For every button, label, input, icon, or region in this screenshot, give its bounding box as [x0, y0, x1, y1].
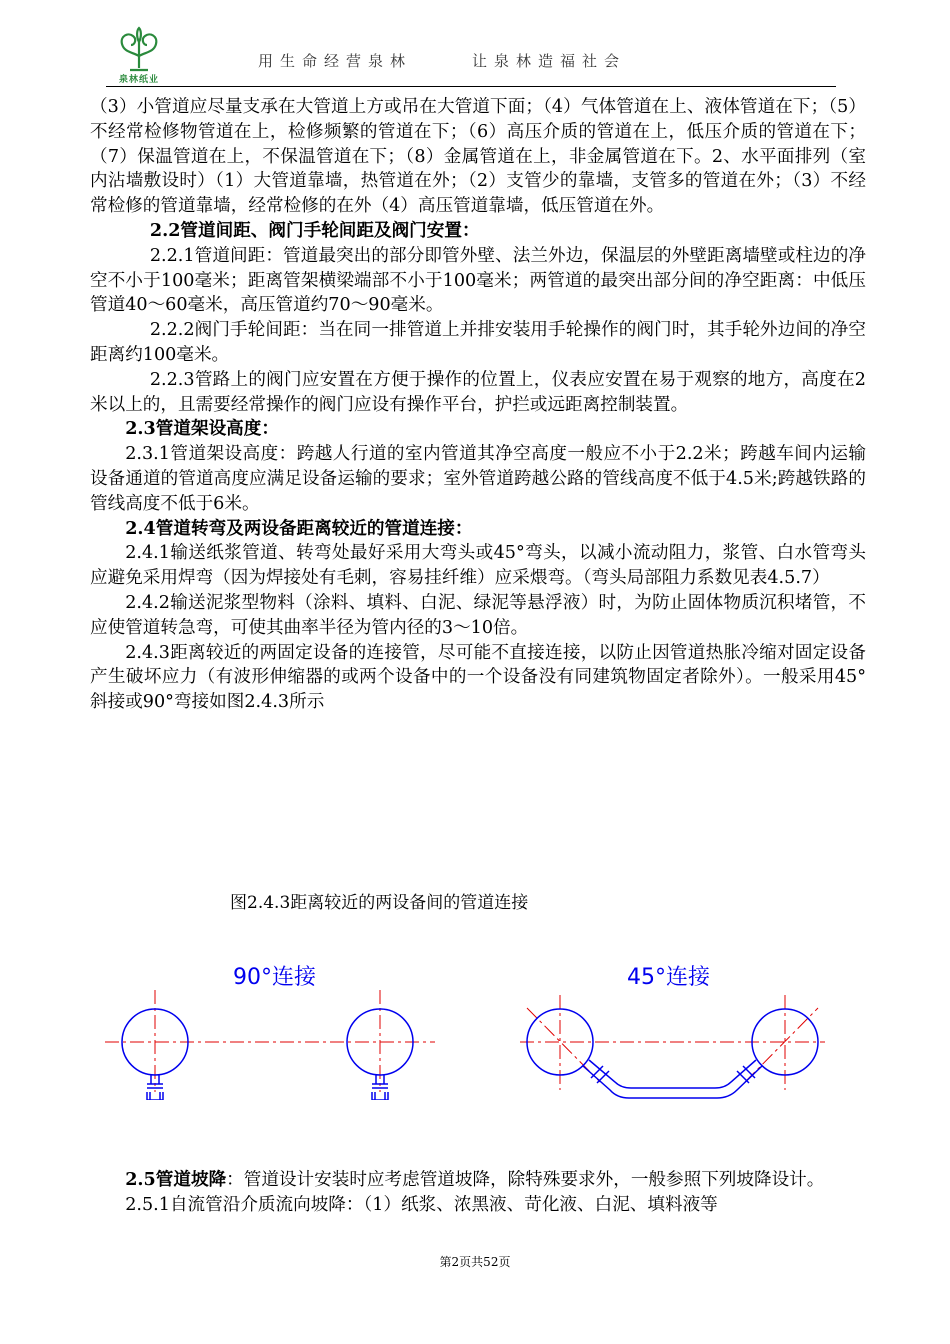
logo-text: 泉林纸业	[118, 75, 159, 85]
label-45-connection: 45°连接	[627, 965, 710, 990]
document-body	[90, 95, 866, 715]
label-90-connection: 90°连接	[233, 965, 316, 990]
paragraph-2-4-2: 2.4.2输送泥浆型物料（涂料、填料、白泥、绿泥等悬浮液）时，为防止固体物质沉积堵管，不应使管道转急弯，可使其曲率半径为管内径的3～10倍。	[90, 592, 866, 638]
section-heading-2-3: 2.3管道架设高度：	[125, 418, 279, 440]
diagram-90-connection	[105, 965, 435, 1100]
paragraph-2-5-intro: ：管道设计安装时应考虑管道坡降，除特殊要求外，一般参照下列坡降设计。	[226, 1170, 825, 1190]
paragraph-2-4-1: 2.4.1输送纸浆管道、转弯处最好采用大弯头或45°弯头，以减小流动阻力，浆管、白水管弯头应避免采用焊弯（因为焊接处有毛刺，容易挂纤维）应采煨弯。（弯头局部阻力系数见表4.5.7）	[90, 543, 866, 589]
header-rule	[106, 86, 836, 87]
figure-caption: 图2.4.3距离较近的两设备间的管道连接	[230, 893, 529, 913]
header-slogan-left: 用生命经营泉林	[258, 52, 413, 70]
paragraph-2-2-2: 2.2.2阀门手轮间距：当在同一排管道上并排安装用手轮操作的阀门时，其手轮外边间的净空距离约100毫米。	[90, 320, 866, 365]
pipe-connection-diagram	[105, 950, 865, 1100]
paragraph-2-5-1: 2.5.1自流管沿介质流向坡降：（1）纸浆、浓黑液、苛化液、白泥、填料液等	[125, 1194, 718, 1215]
paragraph-2-2-1: 2.2.1管道间距：管道最突出的部分即管外壁、法兰外边，保温层的外壁距离墙壁或柱边的净空不小于100毫米；距离管架横梁端部不小于100毫米；两管道的最突出部分间的净空距离：中低压管道40～60毫米，高压管道约70～90毫米。	[90, 245, 866, 316]
document-body-continued	[90, 1168, 866, 1218]
paragraph-2-4-3: 2.4.3距离较近的两固定设备的连接管，尽可能不直接连接，以防止因管道热胀冷缩对固定设备产生破坏应力（有波形伸缩器的或两个设备中的一个设备没有同建筑物固定者除外）。一般采用45°斜接或90°弯接如图2.4.3所示	[90, 642, 866, 713]
section-heading-2-4: 2.4管道转弯及两设备距离较近的管道连接：	[125, 517, 473, 539]
header-slogan-right: 让泉林造福社会	[472, 52, 627, 70]
paragraph-2-3-1: 2.3.1管道架设高度：跨越人行道的室内管道其净空高度一般应不小于2.2米；跨越车间内运输设备通道的管道高度应满足设备运输的要求；室外管道跨越公路的管线高度不低于4.5米;跨越铁路的管线高度不低于6米。	[90, 444, 866, 514]
paragraph-arrangement: （3）小管道应尽量支承在大管道上方或吊在大管道下面；（4）气体管道在上、液体管道在下；（5）不经常检修物管道在上，检修频繁的管道在下；（6）高压介质的管道在上，低压介质的管道在下；（7）保温管道在上，不保温管道在下；（8）金属管道在上，非金属管道在下。2、水平面排列（室内沾墙敷设时）（1）大管道靠墙，热管道在外；（2）支管少的靠墙，支管多的管道在外；（3）不经常检修的管道靠墙，经常检修的在外（4）高压管道靠墙，低压管道在外。	[90, 97, 866, 217]
section-heading-2-5: 2.5管道坡降	[125, 1169, 227, 1190]
diagram-45-connection	[520, 965, 825, 1098]
section-heading-2-2: 2.2管道间距、阀门手轮间距及阀门安置：	[149, 219, 480, 241]
paragraph-2-2-3: 2.2.3管路上的阀门应安置在方便于操作的位置上，仪表应安置在易于观察的地方，高度在2米以上的，且需要经常操作的阀门应设有操作平台，护拦或远距离控制装置。	[90, 369, 866, 415]
page-number: 第2页共52页	[439, 1255, 511, 1269]
